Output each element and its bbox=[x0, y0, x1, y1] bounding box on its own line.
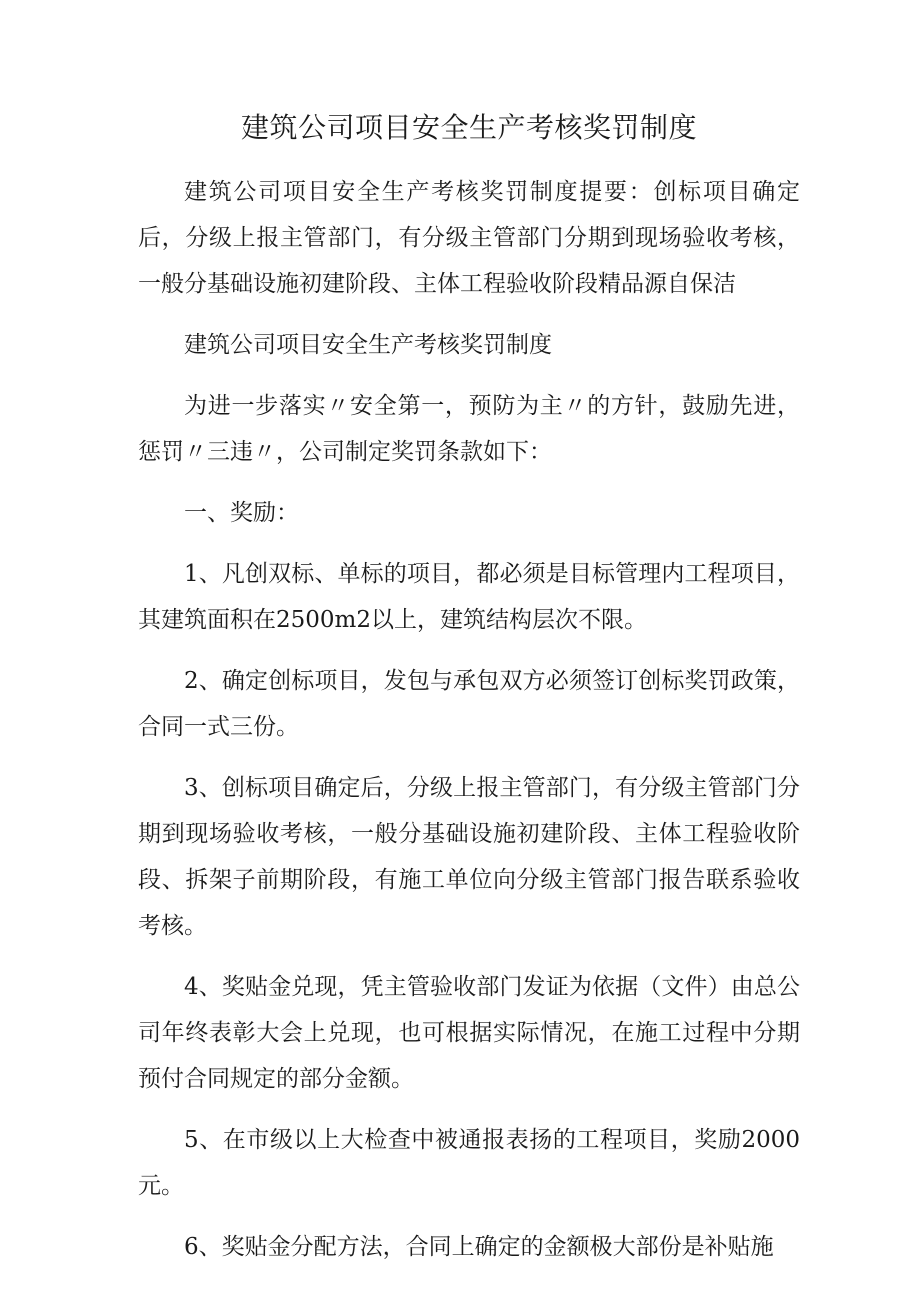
section-heading-rewards: 一、奖励： bbox=[184, 500, 299, 527]
paragraph-item-2: 2、确定创标项目，发包与承包双方必须签订创标奖罚政策，合同一式三份。 bbox=[138, 668, 800, 741]
paragraph-summary: 建筑公司项目安全生产考核奖罚制度提要：创标项目确定后，分级上报主管部门，有分级主管部门分期到现场验收考核，一般分基础设施初建阶段、主体工程验收阶段精品源自保洁 bbox=[138, 179, 800, 298]
paragraph-item-5: 5、在市级以上大检查中被通报表扬的工程项目，奖励2000元。 bbox=[138, 1127, 800, 1200]
document-title: 建筑公司项目安全生产考核奖罚制度 bbox=[240, 111, 697, 144]
paragraph-intro: 为进一步落实〃安全第一，预防为主〃的方针，鼓励先进，惩罚〃三违〃，公司制定奖罚条款如下： bbox=[138, 393, 800, 466]
paragraph-subtitle: 建筑公司项目安全生产考核奖罚制度 bbox=[184, 332, 552, 359]
paragraph-item-3: 3、创标项目确定后，分级上报主管部门，有分级主管部门分期到现场验收考核，一般分基础设施初建阶段、主体工程验收阶段、拆架子前期阶段，有施工单位向分级主管部门报告联系验收考核。 bbox=[138, 775, 800, 940]
paragraph-item-1: 1、凡创双标、单标的项目，都必须是目标管理内工程项目，其建筑面积在2500m2以上，建筑结构层次不限。 bbox=[138, 561, 800, 634]
paragraph-item-6: 6、奖贴金分配方法，合同上确定的金额极大部份是补贴施 bbox=[184, 1234, 774, 1261]
paragraph-item-4: 4、奖贴金兑现，凭主管验收部门发证为依据（文件）由总公司年终表彰大会上兑现，也可根据实际情况，在施工过程中分期预付合同规定的部分金额。 bbox=[138, 974, 800, 1093]
